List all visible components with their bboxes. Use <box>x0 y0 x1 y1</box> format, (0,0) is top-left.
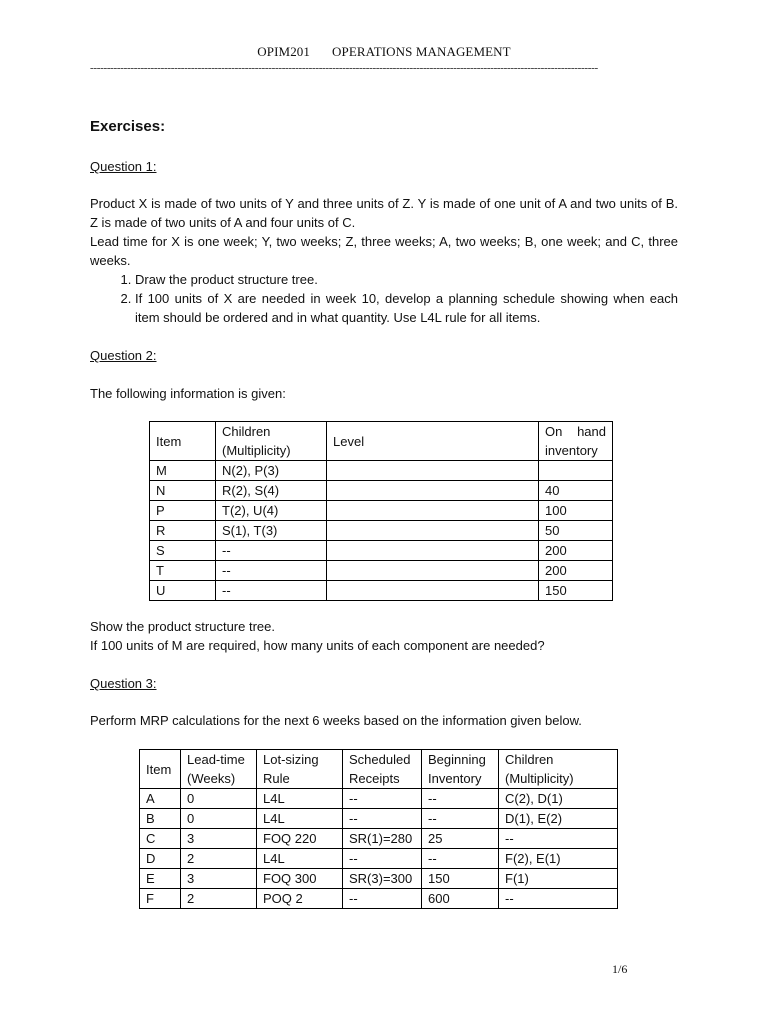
q2-cell-level <box>327 581 539 601</box>
q2-cell-level <box>327 501 539 521</box>
table-row <box>140 889 618 909</box>
q3-cell-begin: 600 <box>422 889 499 909</box>
q3-header-children <box>499 750 618 789</box>
q3-cell-begin: -- <box>422 849 499 869</box>
page-header <box>0 44 768 60</box>
q1-para2: Lead time for X is one week; Y, two weeks; Z, three weeks; A, two weeks; B, one week; and C, three weeks. <box>90 234 678 268</box>
q2-header-onhand-line1: On hand <box>545 424 606 439</box>
q3-header-item: Item <box>140 750 181 789</box>
q2-cell-onhand: 150 <box>539 581 613 601</box>
table-row <box>150 501 613 521</box>
q3-cell-children: F(2), E(1) <box>499 849 618 869</box>
table-row <box>140 849 618 869</box>
q2-cell-item: N <box>150 481 216 501</box>
q3-header-sched-line1: Scheduled <box>349 752 411 767</box>
q3-cell-lot: L4L <box>257 809 343 829</box>
q3-header-begin <box>422 750 499 789</box>
table-row <box>150 481 613 501</box>
q3-cell-sched: -- <box>343 889 422 909</box>
exercises-title: Exercises: <box>90 118 166 135</box>
q3-cell-item: E <box>140 869 181 889</box>
q2-header-children-line2: (Multiplicity) <box>222 443 291 458</box>
q2-cell-level <box>327 481 539 501</box>
q3-cell-sched: -- <box>343 809 422 829</box>
q3-cell-item: D <box>140 849 181 869</box>
q3-cell-item: C <box>140 829 181 849</box>
q2-header-children <box>216 422 327 461</box>
course-code: OPIM201 <box>257 44 311 59</box>
q3-cell-sched: SR(1)=280 <box>343 829 422 849</box>
q1-list <box>90 270 678 327</box>
q3-cell-lead: 2 <box>181 849 257 869</box>
q3-cell-lot: FOQ 300 <box>257 869 343 889</box>
q3-cell-lot: L4L <box>257 849 343 869</box>
q3-cell-begin: -- <box>422 809 499 829</box>
q3-table <box>139 749 618 909</box>
q2-cell-children: -- <box>216 561 327 581</box>
q3-cell-children: -- <box>499 829 618 849</box>
q3-intro: Perform MRP calculations for the next 6 weeks based on the information given below. <box>90 713 582 728</box>
q3-header-begin-line2: Inventory <box>428 771 482 786</box>
q2-cell-level <box>327 461 539 481</box>
q2-cell-children: R(2), S(4) <box>216 481 327 501</box>
table-row <box>150 581 613 601</box>
q3-cell-lot: L4L <box>257 789 343 809</box>
q2-cell-onhand: 200 <box>539 541 613 561</box>
q2-header-onhand <box>539 422 613 461</box>
q2-cell-children: S(1), T(3) <box>216 521 327 541</box>
q2-cell-children: N(2), P(3) <box>216 461 327 481</box>
q2-header-item: Item <box>150 422 216 461</box>
course-title: OPERATIONS MANAGEMENT <box>332 44 511 59</box>
q2-cell-level <box>327 541 539 561</box>
q2-cell-children: -- <box>216 541 327 561</box>
q3-cell-children: F(1) <box>499 869 618 889</box>
q3-cell-item: A <box>140 789 181 809</box>
q2-cell-item: S <box>150 541 216 561</box>
q2-cell-onhand: 40 <box>539 481 613 501</box>
q3-cell-lead: 0 <box>181 809 257 829</box>
q2-cell-item: M <box>150 461 216 481</box>
q2-cell-children: T(2), U(4) <box>216 501 327 521</box>
q3-header-lead <box>181 750 257 789</box>
q2-cell-item: R <box>150 521 216 541</box>
q2-table <box>149 421 613 601</box>
q3-cell-lead: 0 <box>181 789 257 809</box>
q3-cell-item: B <box>140 809 181 829</box>
q1-heading: Question 1: <box>90 159 157 174</box>
q3-cell-sched: -- <box>343 849 422 869</box>
q2-intro: The following information is given: <box>90 386 286 401</box>
q3-cell-children: -- <box>499 889 618 909</box>
q3-header-lot-line2: Rule <box>263 771 290 786</box>
q1-item-1: 1. Draw the product structure tree. <box>135 270 678 289</box>
q2-cell-item: T <box>150 561 216 581</box>
q2-cell-onhand: 100 <box>539 501 613 521</box>
q2-header-children-line1: Children <box>222 424 271 439</box>
q2-after-2: If 100 units of M are required, how many units of each component are needed? <box>90 638 545 653</box>
table-row <box>140 869 618 889</box>
q2-cell-children: -- <box>216 581 327 601</box>
q2-cell-onhand: 200 <box>539 561 613 581</box>
q2-heading: Question 2: <box>90 348 157 363</box>
q3-table-header-row <box>140 750 618 789</box>
q2-after-1: Show the product structure tree. <box>90 619 275 634</box>
table-row <box>150 461 613 481</box>
q3-cell-children: D(1), E(2) <box>499 809 618 829</box>
table-row <box>140 789 618 809</box>
q2-header-level: Level <box>327 422 539 461</box>
q3-cell-children: C(2), D(1) <box>499 789 618 809</box>
q3-cell-sched: -- <box>343 789 422 809</box>
table-row <box>140 809 618 829</box>
q2-cell-level <box>327 521 539 541</box>
q2-cell-level <box>327 561 539 581</box>
q3-cell-lead: 2 <box>181 889 257 909</box>
q3-header-lead-line2: (Weeks) <box>187 771 236 786</box>
table-row <box>150 521 613 541</box>
q3-header-children-line2: (Multiplicity) <box>505 771 574 786</box>
q3-cell-lead: 3 <box>181 829 257 849</box>
q3-cell-lot: FOQ 220 <box>257 829 343 849</box>
q3-cell-lead: 3 <box>181 869 257 889</box>
q2-cell-item: P <box>150 501 216 521</box>
page-number: 1/6 <box>612 962 628 976</box>
q3-cell-begin: 25 <box>422 829 499 849</box>
table-row <box>150 561 613 581</box>
q1-para1: Product X is made of two units of Y and three units of Z. Y is made of one unit of A and two units of B. Z is made of two units of A and four units of C. <box>90 196 678 230</box>
q2-cell-onhand: 50 <box>539 521 613 541</box>
q1-item-2: 2. If 100 units of X are needed in week 10, develop a planning schedule showing when each item should be ordered and in what quantity. Use L4L rule for all items. <box>135 289 678 327</box>
table-row <box>150 541 613 561</box>
q3-header-begin-line1: Beginning <box>428 752 486 767</box>
q3-cell-begin: -- <box>422 789 499 809</box>
q3-header-sched-line2: Receipts <box>349 771 400 786</box>
q3-header-sched <box>343 750 422 789</box>
q3-header-lot-line1: Lot-sizing <box>263 752 319 767</box>
q3-cell-begin: 150 <box>422 869 499 889</box>
table-row <box>140 829 618 849</box>
q2-table-header-row <box>150 422 613 461</box>
q3-heading: Question 3: <box>90 676 157 691</box>
q2-cell-onhand <box>539 461 613 481</box>
q3-cell-sched: SR(3)=300 <box>343 869 422 889</box>
q2-cell-item: U <box>150 581 216 601</box>
q3-cell-item: F <box>140 889 181 909</box>
header-rule: ------------------------------------------------------------------------------------------------------------------------------------------------------- <box>90 62 598 74</box>
q3-header-lot <box>257 750 343 789</box>
q3-header-lead-line1: Lead-time <box>187 752 245 767</box>
q2-header-onhand-line2: inventory <box>545 443 598 458</box>
q3-cell-lot: POQ 2 <box>257 889 343 909</box>
q3-header-children-line1: Children <box>505 752 554 767</box>
